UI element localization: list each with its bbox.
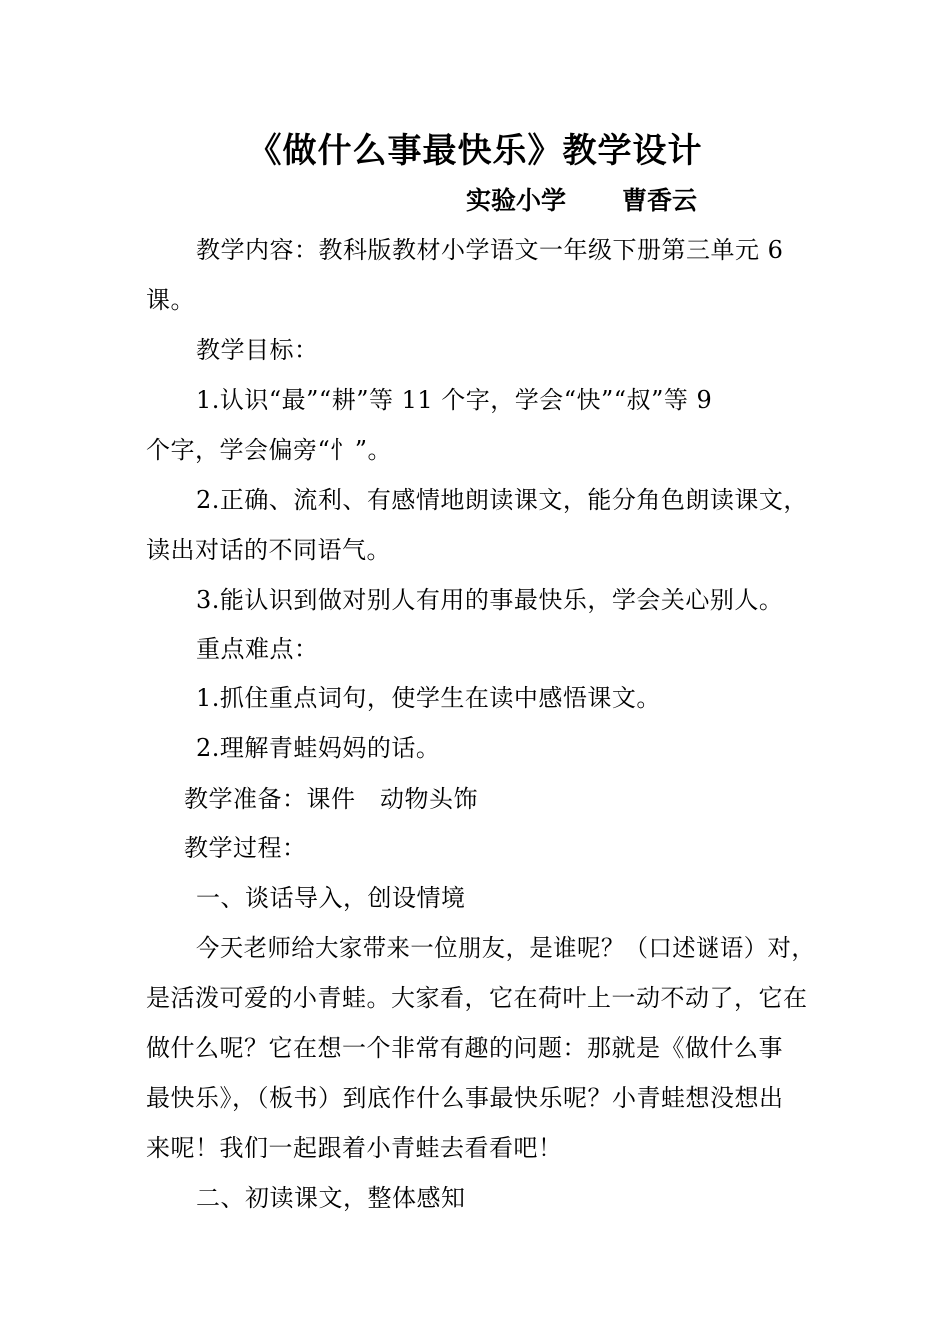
- teaching-goals-heading: 教学目标：: [196, 336, 319, 364]
- goal-2-line-2: 读出对话的不同语气。: [146, 536, 391, 564]
- key-point-1: 1.抓住重点词句，使学生在读中感悟课文。: [196, 684, 661, 712]
- paragraph-1-line-5: 来呢！我们一起跟着小青蛙去看看吧！: [146, 1134, 563, 1162]
- key-point-2: 2.理解青蛙妈妈的话。: [196, 734, 441, 762]
- goal-3-line: 3.能认识到做对别人有用的事最快乐，学会关心别人。: [196, 586, 784, 614]
- teaching-preparation: 教学准备：课件 动物头饰: [184, 785, 478, 813]
- paragraph-1-line-3: 做什么呢？它在想一个非常有趣的问题：那就是《做什么事: [146, 1034, 783, 1062]
- goal-2-line-1: 2.正确、流利、有感情地朗读课文，能分角色朗读课文，: [196, 486, 808, 514]
- step-1-heading: 一、谈话导入，创设情境: [196, 884, 466, 912]
- paragraph-1-line-4: 最快乐》，（板书）到底作什么事最快乐呢？小青蛙想没想出: [146, 1084, 784, 1112]
- teaching-content-line-2: 课。: [146, 286, 195, 314]
- author-name: 曹香云: [622, 186, 698, 215]
- goal-1-line-1: 1.认识“最”“耕”等 11 个字，学会“快”“叔”等 9: [196, 386, 713, 414]
- teaching-process-heading: 教学过程：: [184, 834, 307, 862]
- paragraph-1-line-2: 是活泼可爱的小青蛙。大家看，它在荷叶上一动不动了，它在: [146, 984, 808, 1012]
- key-points-heading: 重点难点：: [196, 635, 319, 663]
- goal-1-line-2: 个字，学会偏旁“忄”。: [146, 436, 393, 464]
- teaching-content-line-1: 教学内容：教科版教材小学语文一年级下册第三单元 6: [196, 236, 784, 264]
- document-title: 《做什么事最快乐》教学设计: [247, 131, 703, 171]
- author-line: [466, 183, 697, 219]
- step-2-heading: 二、初读课文，整体感知: [196, 1184, 466, 1212]
- paragraph-1-line-1: 今天老师给大家带来一位朋友，是谁呢？（口述谜语）对，: [196, 934, 816, 962]
- author-school: 实验小学: [466, 186, 567, 215]
